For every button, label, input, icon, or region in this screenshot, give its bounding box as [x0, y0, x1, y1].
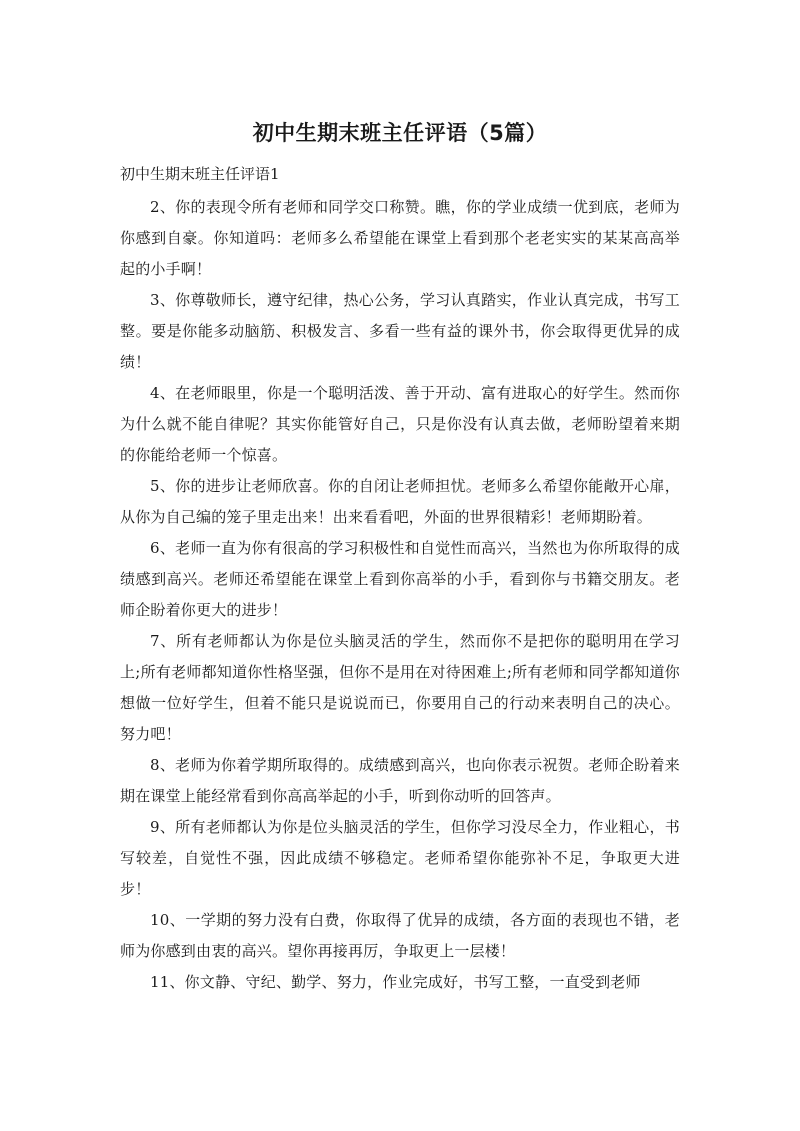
document-title: 初中生期末班主任评语（5篇）	[252, 121, 548, 145]
comment-paragraph-8: 8、老师为你着学期所取得的。成绩感到高兴，也向你表示祝贺。老师企盼着来期在课堂上能经常看到你高高举起的小手，听到你动听的回答声。	[120, 756, 680, 805]
comment-paragraph-10: 10、一学期的努力没有白费，你取得了优异的成绩，各方面的表现也不错，老师为你感到由衷的高兴。望你再接再厉，争取更上一层楼！	[120, 911, 680, 960]
comment-paragraph-5: 5、你的进步让老师欣喜。你的自闭让老师担忧。老师多么希望你能敞开心扉，从你为自己编的笼子里走出来！出来看看吧，外面的世界很精彩！老师期盼着。	[120, 477, 680, 526]
comment-paragraph-11: 11、你文静、守纪、勤学、努力，作业完成好，书写工整，一直受到老师	[150, 973, 641, 991]
comment-paragraph-4: 4、在老师眼里，你是一个聪明活泼、善于开动、富有进取心的好学生。然而你为什么就不能自律呢？其实你能管好自己，只是你没有认真去做，老师盼望着来期的你能给老师一个惊喜。	[120, 384, 680, 464]
document-body	[120, 192, 680, 998]
comment-paragraph-9: 9、所有老师都认为你是位头脑灵活的学生，但你学习没尽全力，作业粗心，书写较差，自觉性不强，因此成绩不够稳定。老师希望你能弥补不足，争取更大进步！	[120, 818, 680, 898]
comment-paragraph-2: 2、你的表现令所有老师和同学交口称赞。瞧，你的学业成绩一优到底，老师为你感到自豪。你知道吗：老师多么希望能在课堂上看到那个老老实实的某某高高举起的小手啊！	[120, 198, 680, 278]
comment-paragraph-6: 6、老师一直为你有很高的学习积极性和自觉性而高兴，当然也为你所取得的成绩感到高兴。老师还希望能在课堂上看到你高举的小手，看到你与书籍交朋友。老师企盼着你更大的进步！	[120, 539, 680, 619]
comment-paragraph-7: 7、所有老师都认为你是位头脑灵活的学生，然而你不是把你的聪明用在学习上;所有老师都知道你性格坚强，但你不是用在对待困难上;所有老师和同学都知道你想做一位好学生，但着不能只是说说而已，你要用自己的行动来表明自己的决心。努力吧！	[120, 632, 680, 743]
document-subtitle: 初中生期末班主任评语1	[120, 165, 280, 183]
comment-paragraph-3: 3、你尊敬师长，遵守纪律，热心公务，学习认真踏实，作业认真完成，书写工整。要是你能多动脑筋、积极发言、多看一些有益的课外书，你会取得更优异的成绩！	[120, 291, 680, 371]
